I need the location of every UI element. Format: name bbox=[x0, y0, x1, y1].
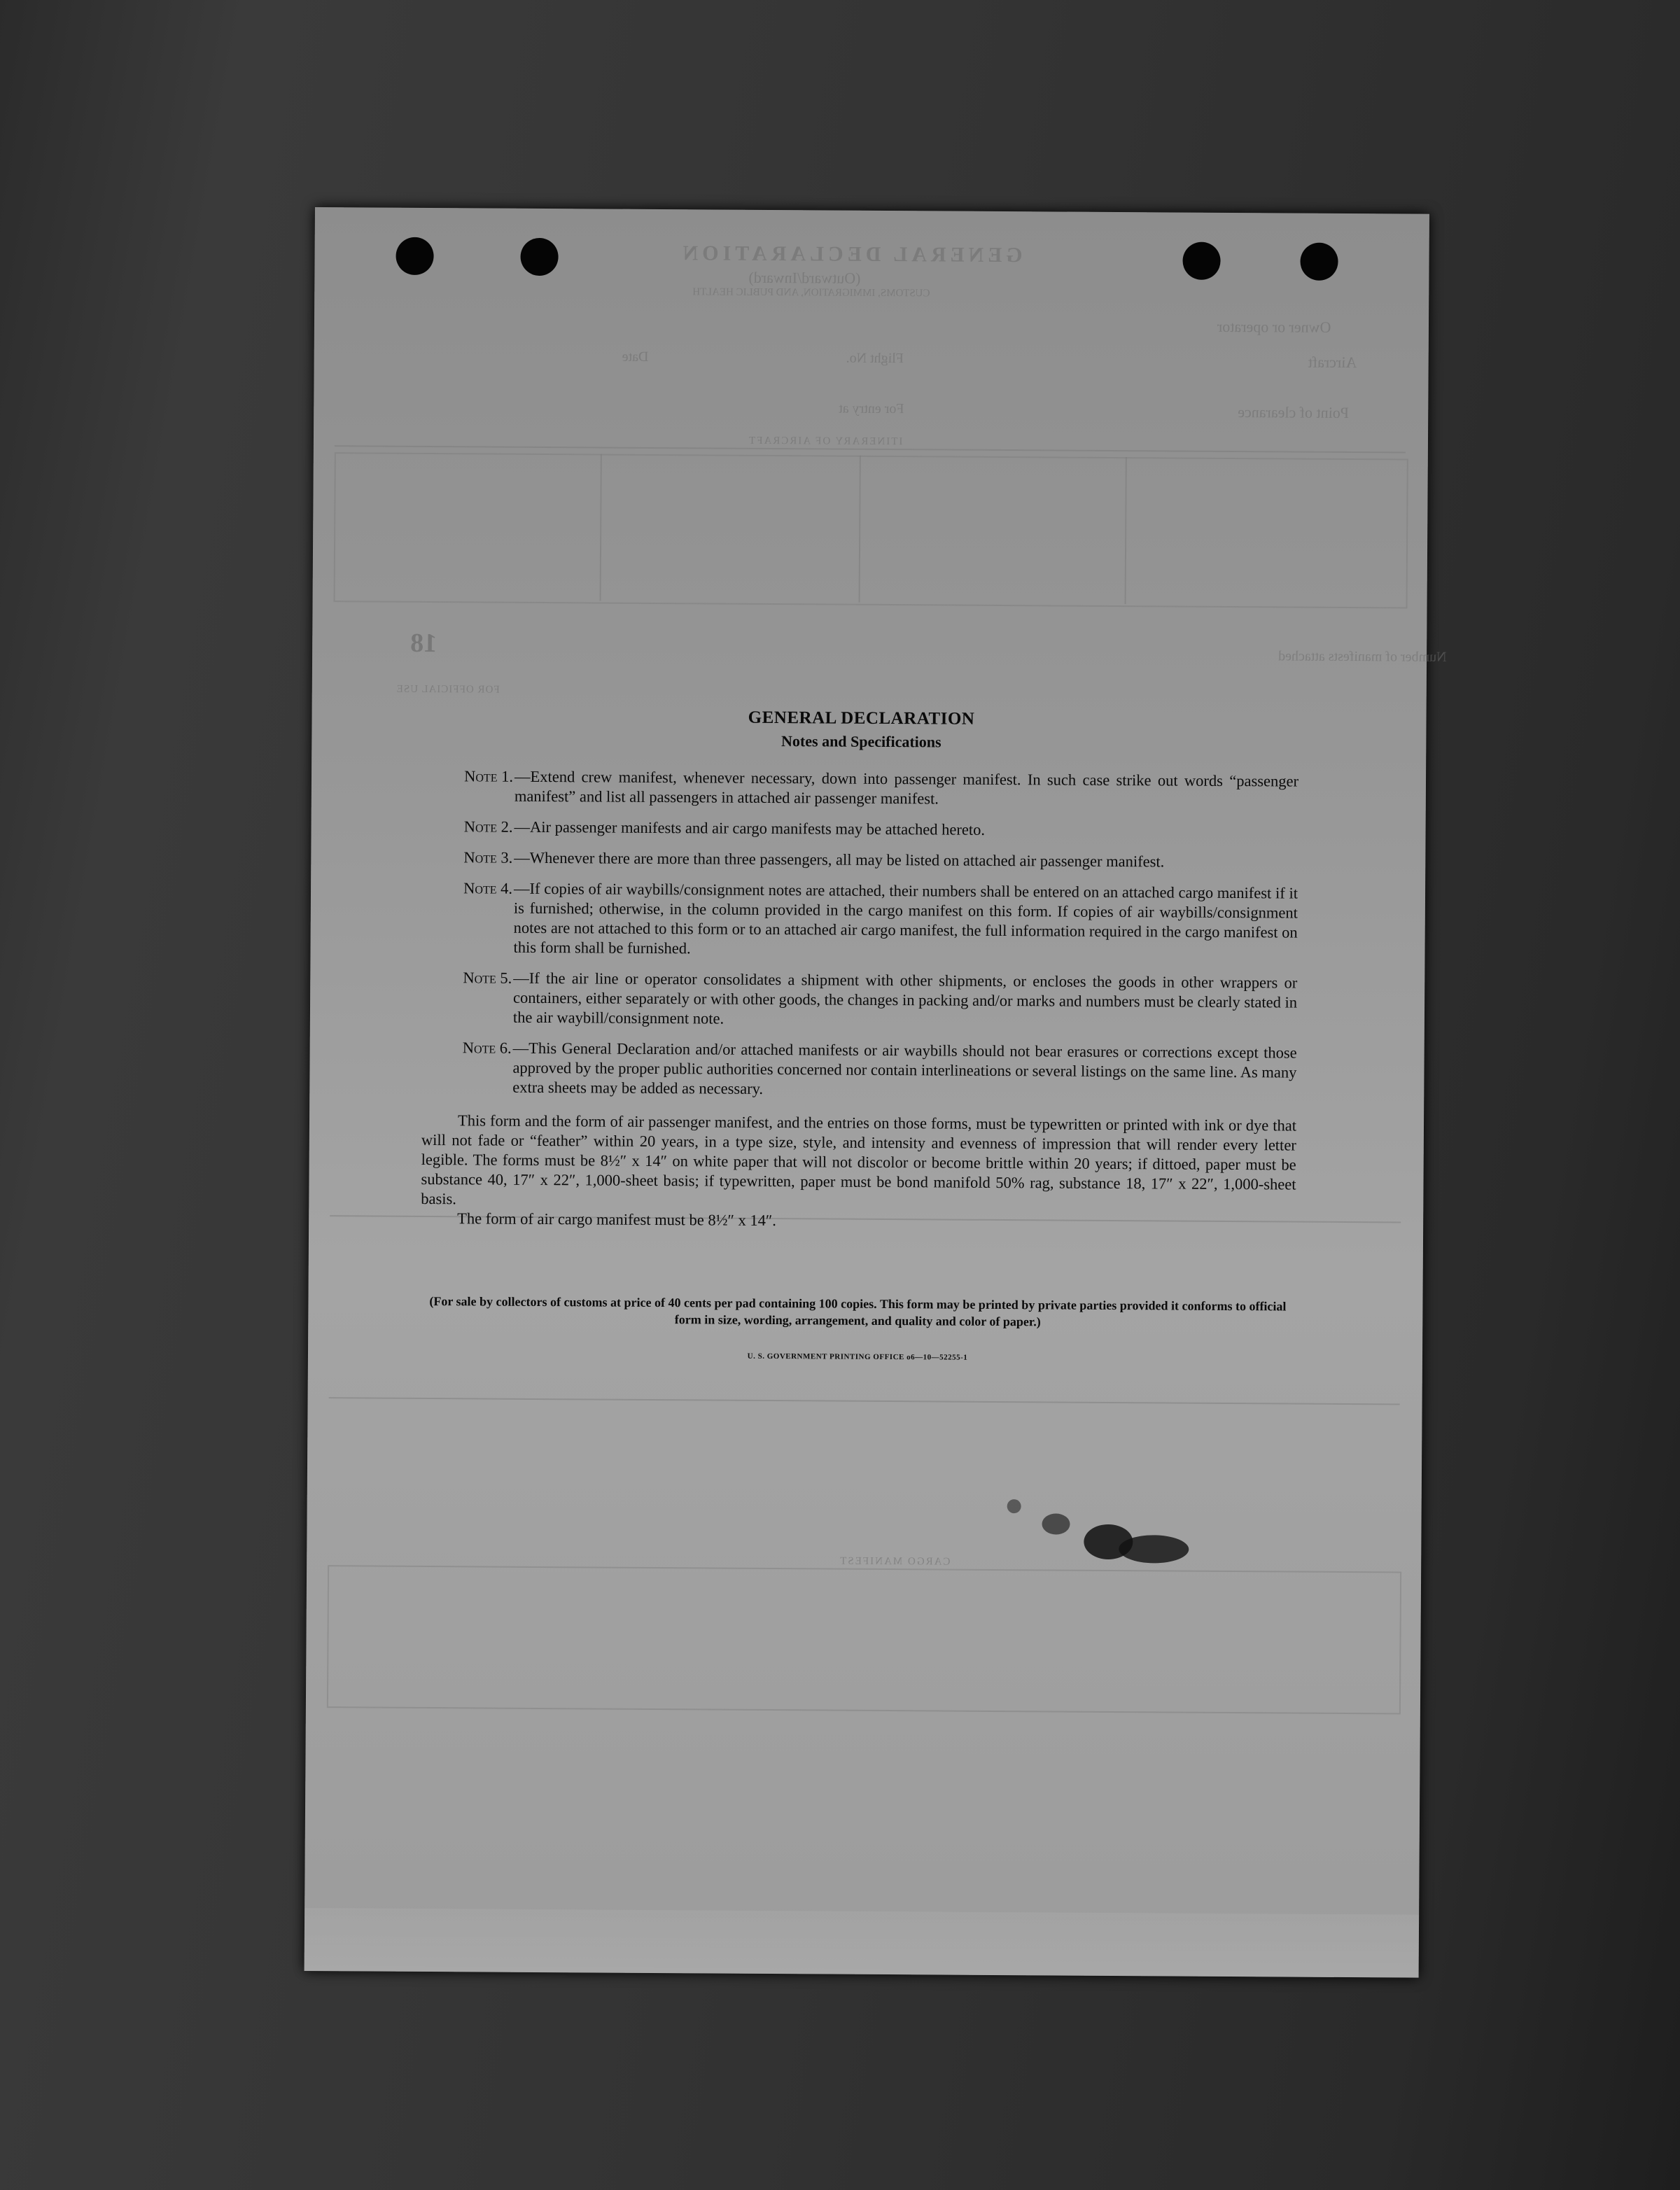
show-through-header-sub: (Outward/Inward) bbox=[748, 268, 861, 287]
show-through-date: Date bbox=[622, 349, 649, 365]
punch-hole-icon bbox=[1300, 243, 1338, 281]
note-item bbox=[422, 968, 1297, 1032]
show-through-rule bbox=[329, 1397, 1400, 1405]
note-text: —Whenever there are more than three passengers, all may be listed on attached air passenger manifest. bbox=[514, 848, 1165, 871]
note-item bbox=[423, 848, 1298, 873]
note-label: Note 6. bbox=[462, 1039, 512, 1057]
ink-stain bbox=[1007, 1499, 1021, 1513]
note-label: Note 1. bbox=[464, 767, 514, 785]
sale-notice: (For sale by collectors of customs at price of 40 cents per pad containing 100 copies. This form may be printed by private parties provided it conforms to official form in size, wording, arrangement, and quality and color of paper.) bbox=[429, 1294, 1287, 1329]
punch-hole-icon bbox=[396, 237, 433, 275]
note-text: —If copies of air waybills/consignment notes are attached, their numbers shall be entered on an attached cargo manifest if it is furnished; otherwise, in the column provided in the cargo manifest on this form. If copies of air waybills/consignment notes are not attached to this form or to an attached air cargo manifest, the full information required in the cargo manifest on this form shall be furnished. bbox=[513, 879, 1298, 957]
show-through-point: Point of clearance bbox=[1238, 403, 1350, 422]
show-through-official-use: FOR OFFICIAL USE bbox=[396, 683, 500, 696]
show-through-itinerary: ITINERARY OF AIRCRAFT bbox=[747, 435, 903, 448]
note-text: —Air passenger manifests and air cargo manifests may be attached hereto. bbox=[514, 817, 986, 838]
note-label: Note 3. bbox=[463, 848, 513, 866]
show-through-owner: Owner or operator bbox=[1217, 317, 1331, 336]
page-bottom-band bbox=[304, 1908, 1420, 1978]
show-through-agency: CUSTOMS, IMMIGRATION, AND PUBLIC HEALTH bbox=[692, 286, 930, 300]
show-through-cargo-table bbox=[327, 1565, 1401, 1714]
show-through-number-manifests: Number of manifests attached bbox=[1278, 648, 1447, 665]
show-through-header: GENERAL DECLARATION bbox=[678, 241, 1023, 267]
show-through-number: 18 bbox=[410, 628, 438, 659]
note-label: Note 5. bbox=[463, 969, 512, 987]
punch-hole-icon bbox=[520, 238, 558, 276]
show-through-aircraft: Aircraft bbox=[1308, 353, 1357, 372]
note-item bbox=[424, 766, 1298, 811]
note-item bbox=[424, 817, 1298, 842]
show-through-itinerary-table bbox=[334, 452, 1408, 608]
document-subtitle: Notes and Specifications bbox=[780, 732, 941, 751]
note-text: —This General Declaration and/or attached manifests or air waybills should not bear erasures or corrections except those approved by the proper public authorities concerned nor contain interlineations or several listings on the same line. As many extra sheets may be added as necessary. bbox=[512, 1039, 1297, 1097]
note-item bbox=[421, 1038, 1296, 1102]
note-label: Note 4. bbox=[463, 879, 513, 897]
ink-stain bbox=[1042, 1513, 1070, 1534]
cargo-form-specification: The form of air cargo manifest must be 8½″ x 14″. bbox=[457, 1209, 776, 1230]
show-through-for-entry: For entry at bbox=[839, 400, 904, 417]
document-page bbox=[304, 207, 1447, 1978]
ink-stain bbox=[1119, 1535, 1189, 1564]
note-text: —If the air line or operator consolidates a shipment with other shipments, or encloses the goods in other wrappers or containers, either separately or with other goods, the changes in packing and/or marks and numbers must be clearly stated in the air waybill/consignment note. bbox=[512, 969, 1298, 1027]
note-text: —Extend crew manifest, whenever necessary, down into passenger manifest. In such case strike out words “passenger manifest” and list all passengers in attached air passenger manifest. bbox=[514, 767, 1299, 808]
form-specification-paragraph: This form and the form of air passenger manifest, and the entries on those forms, must be typewritten or printed with ink or dye that will not fade or “feather” within 20 years, in a type size, style, and intensity and evenness of impression that will render every letter legible. The forms must be 8½″ x 14″ on white paper that will not discolor or become brittle within 20 years; if dittoed, paper must be substance 40, 17″ x 22″, 1,000-sheet basis; if typewritten, paper must be bond manifold 50% rag, substance 18, 17″ x 22″, 1,000-sheet basis. bbox=[421, 1111, 1297, 1208]
document-title: GENERAL DECLARATION bbox=[748, 708, 975, 729]
notes-section bbox=[420, 706, 1299, 1364]
note-item bbox=[422, 878, 1298, 962]
show-through-cargo-manifest: CARGO MANIFEST bbox=[839, 1555, 951, 1568]
printer-line: U. S. GOVERNMENT PRINTING OFFICE o6—10—52255-1 bbox=[747, 1352, 968, 1362]
note-label: Note 2. bbox=[463, 817, 513, 836]
show-through-flight: Flight No. bbox=[846, 350, 904, 367]
punch-hole-icon bbox=[1182, 242, 1220, 280]
